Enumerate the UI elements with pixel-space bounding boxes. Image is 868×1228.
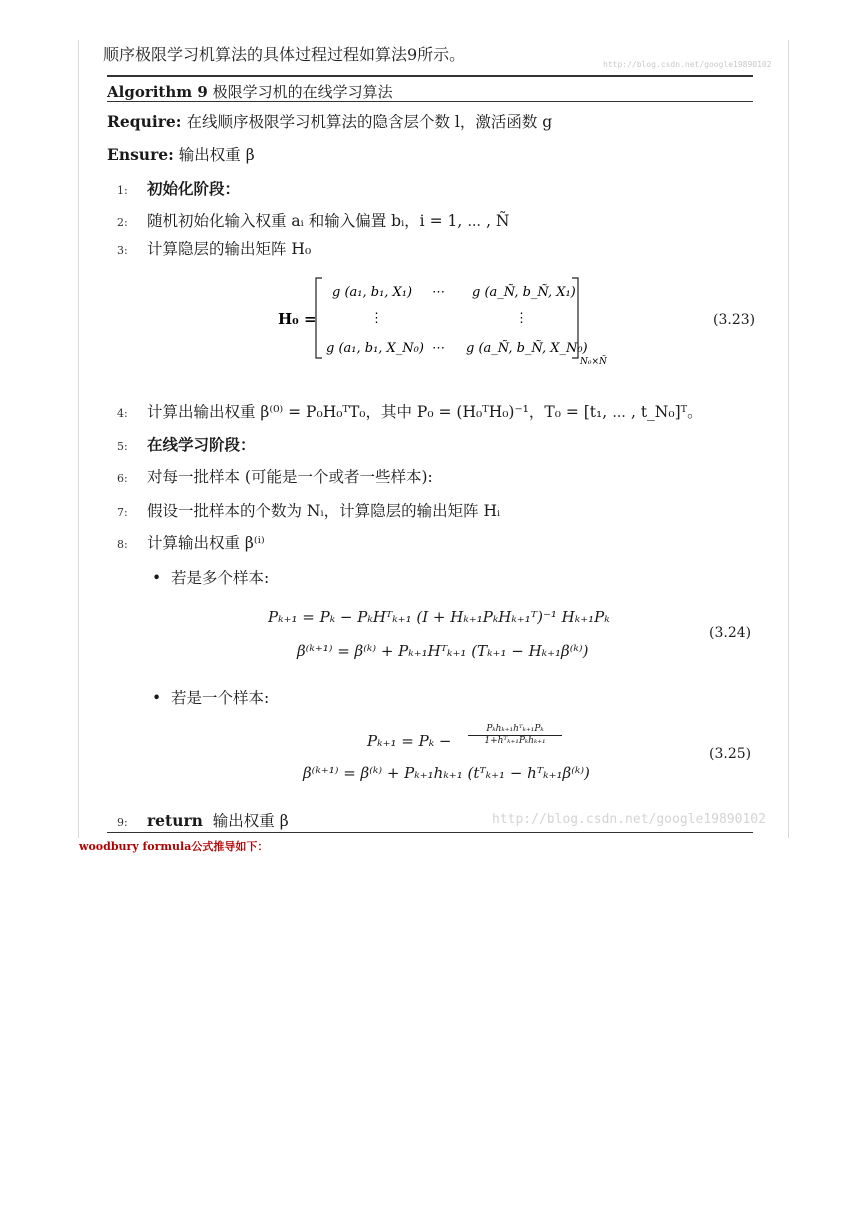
step-text: 计算输出权重 β⁽ⁱ⁾ [147, 534, 265, 552]
step-number: 9: [117, 816, 128, 829]
require-text: 在线顺序极限学习机算法的隐含层个数 l，激活函数 g [186, 113, 553, 131]
step-8 [117, 531, 265, 553]
eq-325-lhs: Pₖ₊₁ = Pₖ − [367, 732, 452, 750]
left-border [78, 40, 79, 838]
step-number: 8: [117, 538, 128, 551]
algorithm-title [107, 81, 393, 102]
eq-323-lhs: H₀ = [278, 310, 317, 328]
step-text: 计算出输出权重 β⁽⁰⁾ = P₀H₀ᵀT₀，其中 P₀ = (H₀ᵀH₀)⁻¹，T₀ = [t₁, ⋯ , t_N₀]ᵀ。 [147, 403, 703, 421]
eq-323-sub: N₀×Ñ [580, 357, 607, 367]
step-5 [117, 433, 256, 455]
step-text: 计算隐层的输出矩阵 H₀ [147, 240, 312, 258]
intro-text: 顺序极限学习机算法的具体过程过程如算法9所示。 [103, 45, 466, 64]
step-6 [117, 465, 433, 487]
algorithm-title-text: 极限学习机的在线学习算法 [212, 83, 393, 101]
step-number: 7: [117, 506, 128, 519]
step-number: 3: [117, 244, 128, 257]
equation-3-23 [270, 272, 670, 372]
ensure-text: 输出权重 β [178, 146, 255, 164]
watermark-bottom: http://blog.csdn.net/google19890102 [492, 812, 766, 827]
step-text: 对每一批样本 (可能是一个或者一些样本): [147, 468, 433, 486]
watermark-top: http://blog.csdn.net/google19890102 [603, 60, 772, 69]
step-number: 2: [117, 216, 128, 229]
eq-323-r3c3: g (a_Ñ, b_Ñ, X_N₀) [466, 341, 588, 356]
step-number: 6: [117, 472, 128, 485]
eq-323-r2c3: ⋮ [515, 311, 528, 326]
eq-323-r2c1: ⋮ [370, 311, 383, 326]
return-keyword: return [147, 811, 203, 830]
step-text: 输出权重 β [212, 812, 289, 830]
eq-323-r1c3: g (a_Ñ, b_Ñ, X₁) [472, 285, 576, 300]
ensure-keyword: Ensure: [107, 145, 174, 164]
eq-323-number: (3.23) [713, 312, 756, 328]
eq-323-r3c2: ⋯ [432, 341, 445, 356]
bullet-dot: • [152, 689, 171, 707]
eq-324-line1: Pₖ₊₁ = Pₖ − PₖHᵀₖ₊₁ (I + Hₖ₊₁PₖHₖ₊₁ᵀ)⁻¹ Hₖ₊₁Pₖ [268, 608, 610, 626]
step-text: 假设一批样本的个数为 Nᵢ，计算隐层的输出矩阵 Hᵢ [147, 502, 501, 520]
bullet-multi [152, 566, 269, 588]
step-number: 1: [117, 184, 128, 197]
step-1 [117, 177, 240, 199]
eq-325-numerator: Pₖhₖ₊₁hᵀₖ₊₁Pₖ [468, 724, 562, 736]
step-9 [117, 809, 289, 831]
bullet-single-text: 若是一个样本: [171, 689, 270, 707]
eq-325-number: (3.25) [709, 746, 752, 762]
right-border [788, 40, 789, 838]
step-text: 初始化阶段： [147, 180, 241, 198]
eq-323-r1c2: ⋯ [432, 285, 445, 300]
step-7 [117, 499, 500, 521]
ensure-line [107, 143, 255, 165]
algorithm-label: Algorithm 9 [107, 83, 208, 101]
require-keyword: Require: [107, 112, 182, 131]
require-line [107, 110, 552, 132]
left-bracket [316, 278, 322, 358]
step-text: 随机初始化输入权重 aᵢ 和输入偏置 bᵢ，i = 1, ⋯ , Ñ [147, 212, 510, 230]
bullet-single [152, 686, 269, 708]
eq-324-line2: β⁽ᵏ⁺¹⁾ = β⁽ᵏ⁾ + Pₖ₊₁Hᵀₖ₊₁ (Tₖ₊₁ − Hₖ₊₁β⁽ᵏ⁾) [297, 642, 589, 660]
step-3 [117, 237, 311, 259]
algorithm-top-rule [107, 75, 753, 77]
eq-325-fraction [468, 724, 562, 746]
eq-325-denominator: 1+hᵀₖ₊₁Pₖhₖ₊₁ [484, 736, 546, 746]
eq-323-r3c1: g (a₁, b₁, X_N₀) [326, 341, 424, 356]
step-text: 在线学习阶段： [147, 436, 256, 454]
bullet-dot: • [152, 569, 171, 587]
step-2 [117, 209, 510, 231]
algorithm-bottom-rule [107, 832, 753, 833]
eq-324-number: (3.24) [709, 625, 752, 641]
footer-text: woodbury formula公式推导如下： [79, 840, 269, 853]
algorithm-mid-rule [107, 101, 753, 102]
eq-325-line2: β⁽ᵏ⁺¹⁾ = β⁽ᵏ⁾ + Pₖ₊₁hₖ₊₁ (tᵀₖ₊₁ − hᵀₖ₊₁β⁽ᵏ⁾) [303, 764, 590, 782]
bullet-multi-text: 若是多个样本: [171, 569, 270, 587]
eq-323-r1c1: g (a₁, b₁, X₁) [332, 285, 413, 300]
step-4 [117, 400, 703, 422]
step-number: 4: [117, 407, 128, 420]
step-number: 5: [117, 440, 128, 453]
